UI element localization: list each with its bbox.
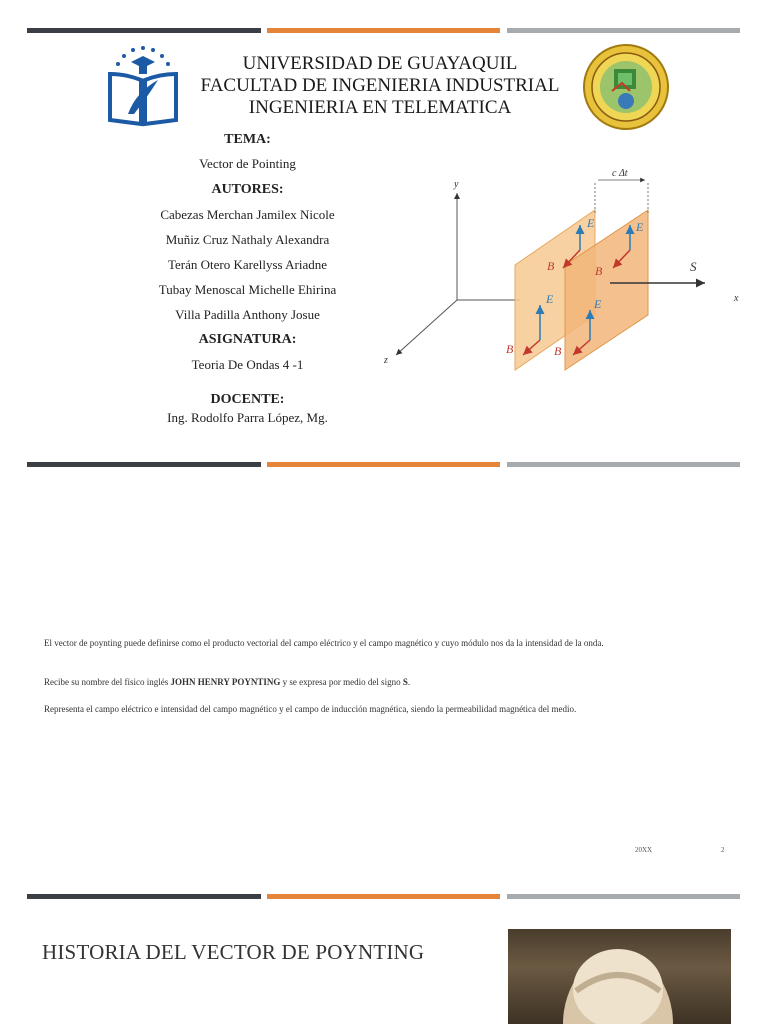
bottom-bar-orange-1 (267, 462, 500, 467)
asignatura-value: Teoria De Ondas 4 -1 (191, 357, 304, 372)
autor-2: Muñiz Cruz Nathaly Alexandra (165, 232, 330, 247)
history-title: HISTORIA DEL VECTOR DE POYNTING (42, 940, 425, 964)
top-bar-gray-3 (507, 894, 740, 899)
autores-label: AUTORES: (211, 182, 284, 197)
autor-3: Terán Otero Karellyss Ariadne (167, 257, 327, 272)
faculty-seal (582, 43, 670, 131)
width-label: c Δt (612, 168, 628, 179)
symbol-s: S (402, 677, 408, 687)
y-axis-label: y (454, 179, 459, 190)
e-label-3: E (546, 292, 554, 306)
university-logo (106, 44, 180, 128)
career-name: INGENIERIA EN TELEMATICA (248, 97, 512, 118)
origin-pre: Recibe su nombre del físico inglés (44, 677, 171, 687)
asignatura-label: ASIGNATURA: (198, 332, 297, 347)
e-label-4: E (594, 297, 602, 311)
top-bar-dark-3 (27, 894, 261, 899)
definition-paragraph: El vector de poynting puede definirse como el producto vectorial del campo eléctrico y el campo magnético y cuyo módulo nos da la intensidad de la onda. (44, 638, 604, 648)
origin-mid: y se expresa por medio del signo (280, 677, 403, 687)
faculty-name: FACULTAD DE INGENIERIA INDUSTRIAL (200, 75, 560, 96)
tema-label: TEMA: (224, 132, 271, 147)
poynting-name: JOHN HENRY POYNTING (170, 677, 281, 687)
bottom-bar-dark-1 (27, 462, 261, 467)
docente-label: DOCENTE: (210, 392, 285, 407)
origin-end: . (407, 677, 411, 687)
poynting-diagram (380, 165, 750, 380)
footer-page: 2 (721, 846, 725, 854)
b-label-2: B (595, 264, 603, 278)
represents-paragraph: Representa el campo eléctrico e intensidad del campo magnético y el campo de inducción magnética, siendo la permeabilidad magnética del medio. (44, 704, 577, 714)
footer-year: 20XX (635, 846, 653, 854)
docente-value: Ing. Rodolfo Parra López, Mg. (167, 410, 328, 425)
top-bar-orange-3 (267, 894, 500, 899)
z-axis (396, 300, 457, 355)
autor-5: Villa Padilla Anthony Josue (175, 307, 320, 322)
b-label-4: B (554, 344, 562, 358)
e-label-1: E (587, 216, 595, 230)
top-bar-orange (267, 28, 500, 33)
z-axis-label: z (384, 355, 388, 366)
top-bar-dark (27, 28, 261, 33)
top-bar-gray (507, 28, 740, 33)
autor-1: Cabezas Merchan Jamilex Nicole (160, 207, 335, 222)
poynting-portrait (508, 929, 731, 1024)
university-name: UNIVERSIDAD DE GUAYAQUIL (242, 53, 518, 74)
name-origin-paragraph (44, 677, 714, 687)
bottom-bar-gray-1 (507, 462, 740, 467)
e-label-2: E (636, 220, 644, 234)
b-label-3: B (506, 342, 514, 356)
s-label: S (690, 259, 697, 274)
autor-4: Tubay Menoscal Michelle Ehirina (158, 282, 337, 297)
tema-value: Vector de Pointing (199, 156, 296, 171)
b-label-1: B (547, 259, 555, 273)
x-axis-label: x (734, 293, 739, 304)
